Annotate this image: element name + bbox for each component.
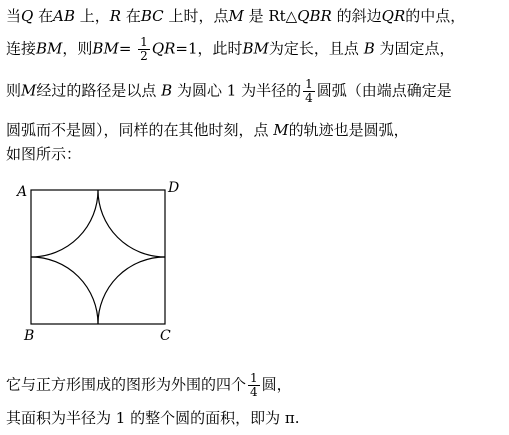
text: ，则 <box>62 39 93 58</box>
square-with-arcs-diagram <box>14 178 174 348</box>
fraction-numerator: 1 <box>250 371 258 385</box>
text-line-3 <box>6 78 452 105</box>
text: 的轨迹也是圆弧， <box>288 121 409 139</box>
text: 圆， <box>261 375 292 394</box>
math-var: R <box>109 7 122 25</box>
math-var: M <box>21 81 37 100</box>
text: 它与正方形围成的图形为外围的四个 <box>6 375 247 394</box>
fraction-one-half <box>138 36 150 63</box>
fraction-denominator: 4 <box>250 385 258 399</box>
math-var: BM <box>242 39 269 58</box>
math-var: QBR <box>297 7 332 25</box>
math-var: Q <box>21 7 34 25</box>
conclusion-line-1 <box>6 372 292 399</box>
point-label-b: B <box>24 328 35 344</box>
fraction-denominator: 2 <box>140 49 148 63</box>
geometry-figure <box>14 178 180 348</box>
text-line-4 <box>6 120 409 140</box>
math-var: BC <box>140 7 164 25</box>
text: 是 Rt△ <box>248 7 298 25</box>
text: =1，此时 <box>175 39 243 58</box>
text: 经过的路径是以点 <box>36 81 157 100</box>
math-var: AB <box>53 7 75 25</box>
text: 则 <box>6 81 22 100</box>
math-var: BM <box>92 39 119 58</box>
math-var: QR <box>381 7 406 25</box>
text-line-5 <box>6 144 81 164</box>
text: 的斜边 <box>336 7 382 25</box>
text: 连接 <box>6 39 37 58</box>
text: 其面积为半径为 1 的整个圆的面积，即为 π. <box>6 409 300 427</box>
text: 在 <box>125 7 141 25</box>
fraction-one-quarter <box>303 78 315 105</box>
arc-centered-b <box>31 257 98 324</box>
text: 为定长，且点 <box>268 39 359 58</box>
math-var: B <box>161 81 173 100</box>
math-var: M <box>228 7 244 25</box>
fraction-denominator: 4 <box>305 91 313 105</box>
fraction-numerator: 1 <box>140 35 148 49</box>
arc-centered-c <box>98 257 165 324</box>
fraction-one-quarter <box>248 372 260 399</box>
text: 为固定点， <box>379 39 455 58</box>
text: 上， <box>79 7 110 25</box>
text: = <box>118 39 132 58</box>
math-var: BM <box>36 39 63 58</box>
math-var: QR <box>151 39 176 58</box>
point-label-a: A <box>17 184 28 200</box>
text-line-2 <box>6 36 455 63</box>
text: 当 <box>6 7 22 25</box>
text-line-1 <box>6 6 465 26</box>
fraction-numerator: 1 <box>305 77 313 91</box>
square <box>31 190 165 324</box>
text: 圆弧（由端点确定是 <box>316 81 452 100</box>
text: 圆弧而不是圆），同样的在其他时刻，点 <box>6 121 269 139</box>
math-var: B <box>363 39 375 58</box>
text: 为圆心 1 为半径的 <box>176 81 302 100</box>
text: 的中点， <box>405 7 466 25</box>
arc-centered-a <box>31 190 98 257</box>
text: 如图所示： <box>6 145 82 163</box>
point-label-c: C <box>160 328 171 344</box>
arc-centered-d <box>98 190 165 257</box>
text: 在 <box>38 7 54 25</box>
text: 上时，点 <box>168 7 229 25</box>
point-label-d: D <box>168 180 180 196</box>
conclusion-line-2 <box>6 408 299 428</box>
math-var: M <box>273 121 289 139</box>
